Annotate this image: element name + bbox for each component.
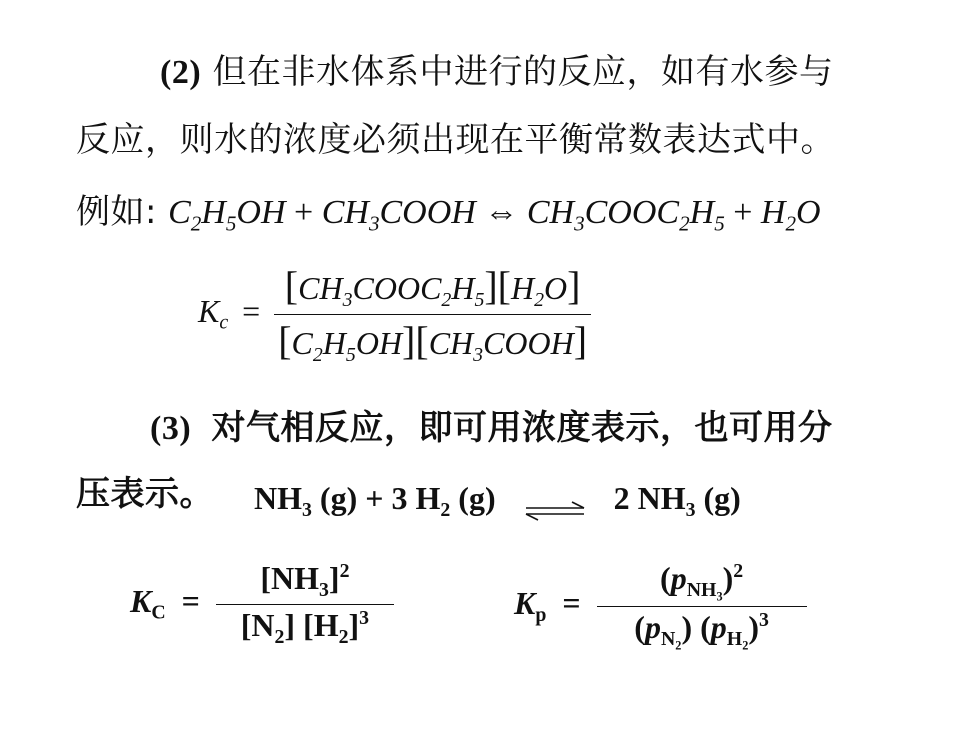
para3-line1 bbox=[150, 400, 833, 449]
reaction1-equation: $C_2H_5OH$ + $CH_3COOH$ ⇔ $CH_3COOC_2H_5 + H_2O$ bbox=[168, 194, 821, 236]
para2-line1-text: 但在非水体系中进行的反应，如有水参与 bbox=[212, 52, 834, 92]
kc-denominator: $[C_2H_5OH][CH_3COOH]$ bbox=[278, 317, 588, 366]
KC-symbol: K bbox=[130, 582, 152, 619]
para2-label: (2) bbox=[160, 54, 202, 91]
example-label: 例如: bbox=[76, 192, 157, 232]
KC-fraction bbox=[216, 560, 394, 649]
equilibrium-arrow: ⇔ bbox=[484, 194, 519, 231]
Kp-denominator: $(p_{N_2})$ $(p_{H_2})^3$ bbox=[634, 609, 769, 653]
equilibrium-harpoon-icon bbox=[524, 492, 586, 512]
reaction2-equation: $NH_3$ (g) + 3 $H_2$ (g) 2 $NH_3$ (g) bbox=[254, 480, 741, 521]
Kp-numerator: $(p_{NH_3})^2$ bbox=[660, 560, 744, 604]
para3-line1-text: 对气相反应，即可用浓度表示，也可用分 bbox=[211, 408, 833, 448]
Kp-symbol: K bbox=[514, 585, 536, 622]
para2-line1 bbox=[160, 44, 833, 93]
kc-numerator: $[CH_3COOC_2H_5][H_2O]$ bbox=[284, 263, 581, 311]
para2-line2: 反应，则水的浓度必须出现在平衡常数表达式中。 bbox=[76, 120, 835, 160]
kc-fraction bbox=[274, 262, 591, 367]
Kp-expression: $K_p$ = $\frac{(p_{NH_3})^2}{(p_{N_2}) (p_{H_2})^3}$ bbox=[514, 560, 807, 653]
para3-label: (3) bbox=[150, 410, 192, 447]
KC-numerator: $[NH_3]^2$ bbox=[260, 560, 350, 601]
reaction1-line bbox=[76, 184, 821, 236]
KC-expression: $K_C$ = $\frac{[NH_3]^2}{[N_2] [H_2]^3}$ bbox=[130, 560, 394, 649]
KC-denominator: $[N_2]$ $[H_2]^3$ bbox=[240, 606, 370, 648]
kc-symbol: K bbox=[198, 292, 220, 329]
para3-line2: 压表示。 bbox=[76, 474, 214, 514]
kc-expression: $K_c$ = $\frac{[CH_3COOC_2H_5][H_2O]}{[C_2H_5OH][CH_3COOH]}$ bbox=[198, 262, 591, 367]
Kp-fraction bbox=[597, 560, 807, 653]
